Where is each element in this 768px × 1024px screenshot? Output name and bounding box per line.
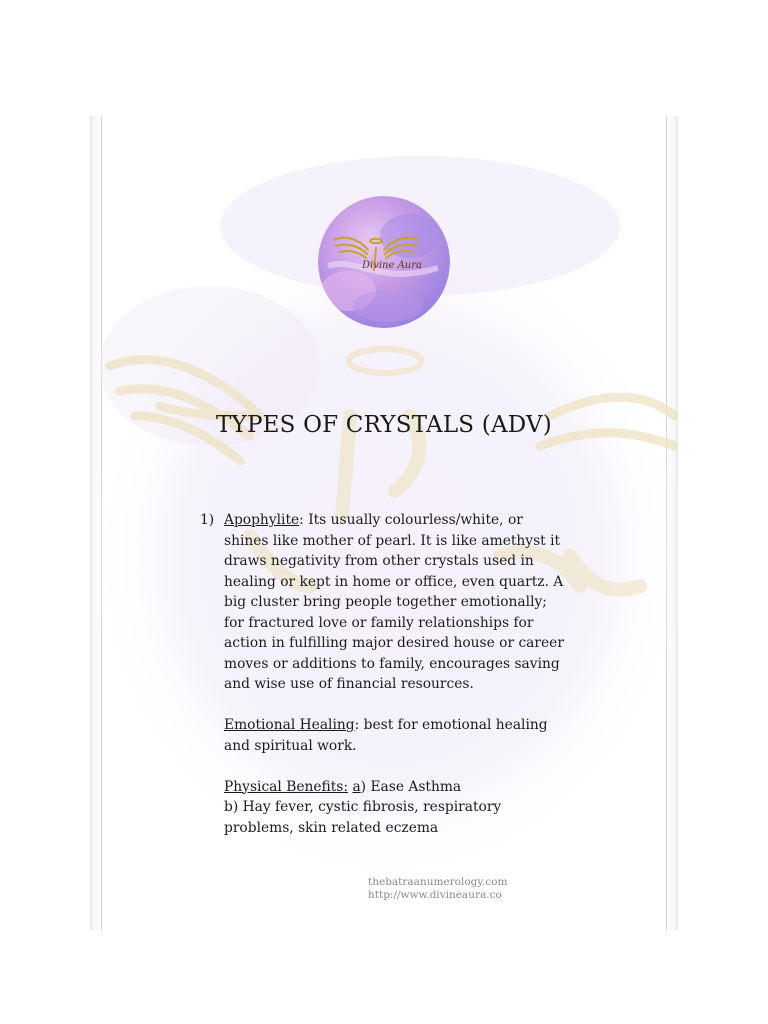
document-page bbox=[90, 116, 678, 930]
item-description-paragraph bbox=[224, 510, 570, 695]
emotional-healing-text: : best for emotional healing and spiritual work. bbox=[224, 717, 548, 754]
physical-benefit-a: ) Ease Asthma bbox=[360, 778, 462, 795]
physical-benefit-b: b) Hay fever, cystic fibrosis, respiratory problems, skin related eczema bbox=[224, 799, 502, 836]
list-item bbox=[200, 510, 570, 838]
physical-benefit-a-marker: a bbox=[352, 778, 361, 795]
document-title: TYPES OF CRYSTALS (ADV) bbox=[216, 412, 552, 438]
emotional-healing-label: Emotional Healing bbox=[224, 717, 355, 733]
physical-benefits-paragraph bbox=[224, 777, 570, 798]
logo-wordmark: Divine Aura bbox=[361, 260, 423, 271]
physical-benefits-label: Physical Benefits: bbox=[224, 778, 349, 795]
footer-url: http://www.divineaura.co bbox=[368, 889, 502, 901]
crystal-description: : Its usually colourless/white, or shines like mother of pearl. It is like amethyst it draws negativity from other crystals used in healing or kept in home or office, even quartz. A big cluster bring people together emotionally; for fractured love or family relationships for action in fulfilling major desired house or career moves or additions to family, encourages saving and wise use of financial resources. bbox=[224, 512, 564, 692]
item-number: 1) bbox=[200, 512, 215, 528]
crystal-list bbox=[200, 510, 570, 838]
crystal-name: Apophylite bbox=[224, 512, 300, 528]
emotional-healing-paragraph bbox=[224, 715, 570, 756]
footer-website: thebatraanumerology.com bbox=[368, 876, 508, 888]
brand-logo bbox=[318, 196, 450, 328]
page-footer bbox=[368, 876, 507, 902]
